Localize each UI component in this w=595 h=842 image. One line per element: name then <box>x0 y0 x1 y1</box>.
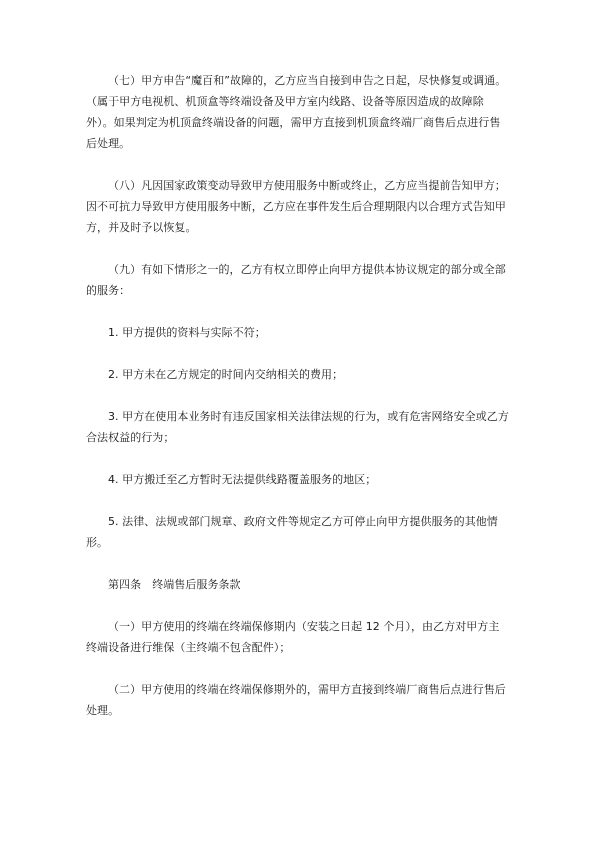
after-sales-clause-1: （一）甲方使用的终端在终端保修期内（安装之日起 12 个月），由乙方对甲方主终端设备进行维保（主终端不包含配件）； <box>86 620 500 654</box>
clause-7-paragraph: （七）甲方申告“魔百和”故障的，乙方应当自接到申告之日起，尽快修复或调通。（属于甲方电视机、机顶盒等终端设备及甲方室内线路、设备等原因造成的故障除外）。如果判定为机顶盒终端设备的问题，需甲方直接到机顶盒终端厂商售后点进行售后处理。 <box>86 74 507 150</box>
list-item-1: 1. 甲方提供的资料与实际不符； <box>108 326 266 339</box>
clause-8-paragraph: （八）凡因国家政策变动导致甲方使用服务中断或终止，乙方应当提前告知甲方；因不可抗力导致甲方使用服务中断，乙方应在事件发生后合理期限内以合理方式告知甲方，并及时予以恢复。 <box>86 179 506 234</box>
after-sales-clause-2: （二）甲方使用的终端在终端保修期外的，需甲方直接到终端厂商售后点进行售后处理。 <box>86 683 506 717</box>
clause-9-paragraph: （九）有如下情形之一的，乙方有权立即停止向甲方提供本协议规定的部分或全部的服务： <box>86 263 506 297</box>
article-4-heading: 第四条 终端售后服务条款 <box>108 578 241 591</box>
list-item-4: 4. 甲方搬迁至乙方暂时无法提供线路覆盖服务的地区； <box>108 473 377 486</box>
list-item-5: 5. 法律、法规或部门规章、政府文件等规定乙方可停止向甲方提供服务的其他情形。 <box>86 515 498 549</box>
list-item-3: 3. 甲方在使用本业务时有违反国家相关法律法规的行为，或有危害网络安全或乙方合法权益的行为； <box>86 410 509 444</box>
list-item-2: 2. 甲方未在乙方规定的时间内交纳相关的费用； <box>108 368 344 381</box>
